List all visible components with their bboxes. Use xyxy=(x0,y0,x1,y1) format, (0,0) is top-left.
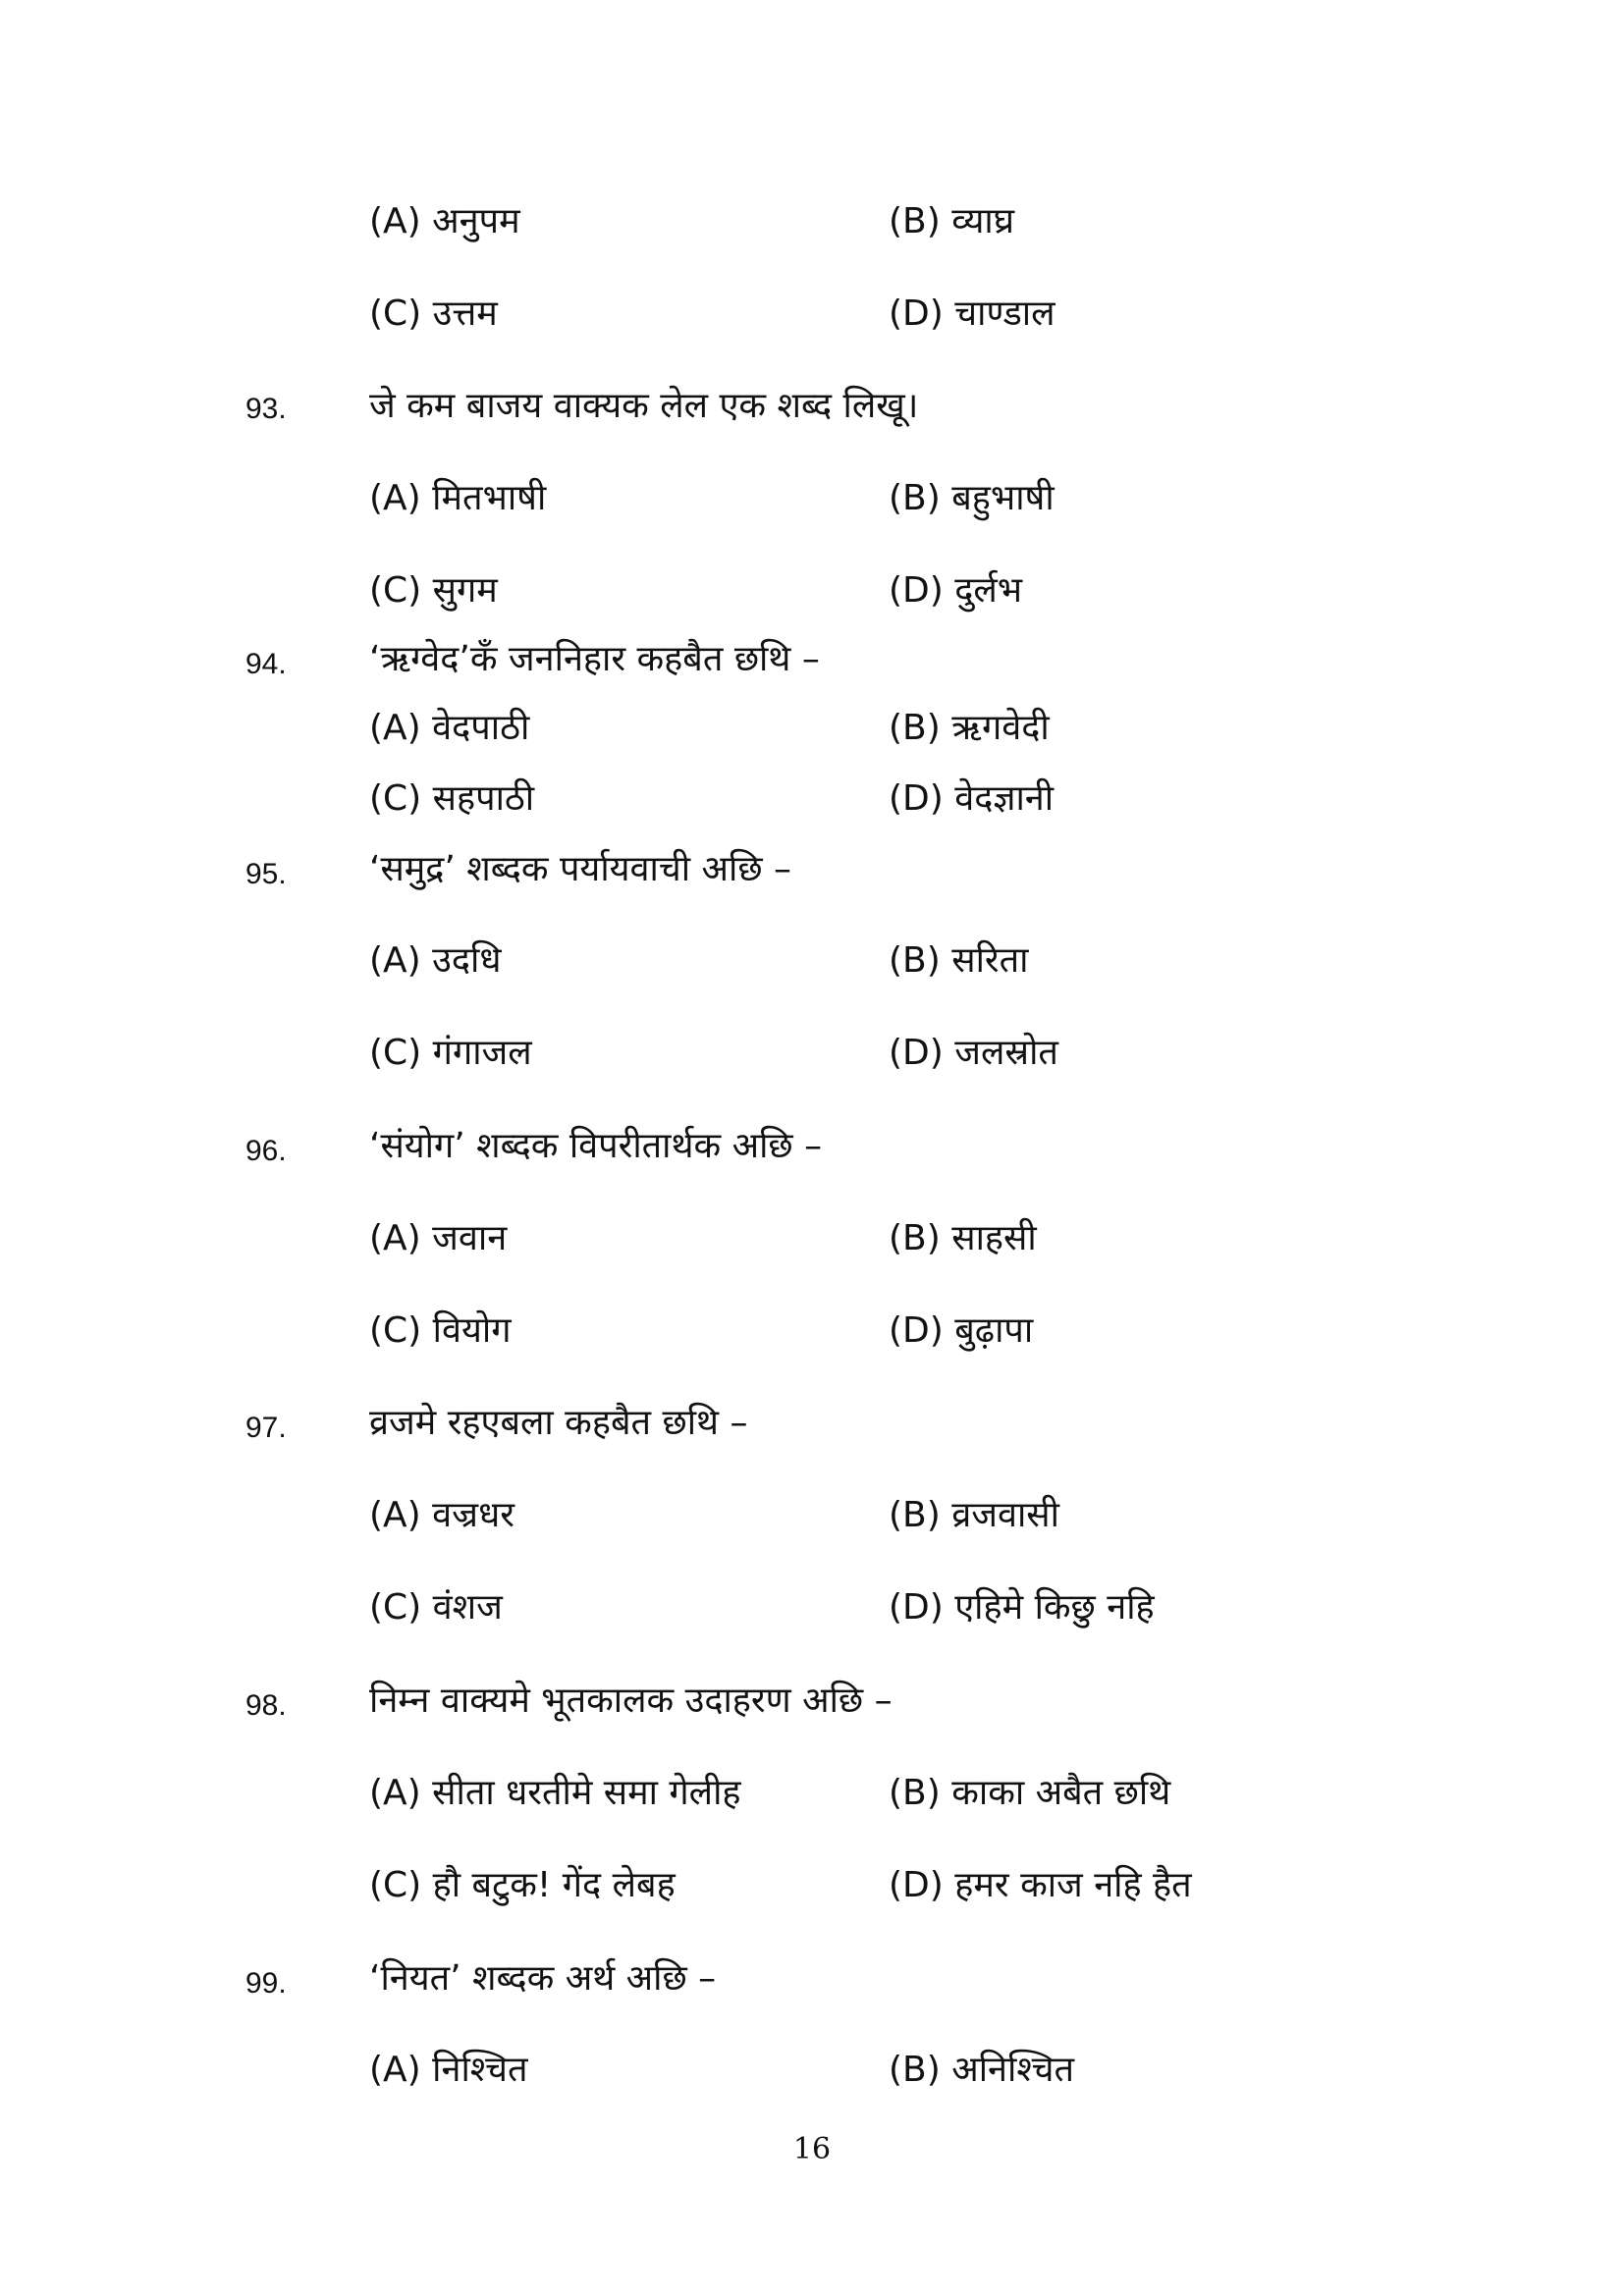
question-text: निम्न वाक्यमे भूतकालक उदाहरण अछि – xyxy=(369,1681,893,1721)
option-d: (D) जलस्रोत xyxy=(889,1033,1058,1073)
option-d: (D) हमर काज नहि हैत xyxy=(889,1865,1192,1905)
option-c: (C) वियोग xyxy=(369,1310,512,1351)
option-d: (D) वेदज्ञानी xyxy=(889,778,1055,819)
option-b: (B) सरिता xyxy=(889,940,1029,981)
option-b: (B) व्याघ्र xyxy=(889,201,1015,241)
option-b: (B) ऋगवेदी xyxy=(889,708,1050,748)
option-d: (D) चाण्डाल xyxy=(889,294,1056,334)
option-b: (B) अनिश्चित xyxy=(889,2050,1075,2090)
option-a: (A) सीता धरतीमे समा गेलीह xyxy=(369,1773,741,1813)
option-c: (C) सुगम xyxy=(369,570,498,611)
question-text: ‘समुद्र’ शब्दक पर्यायवाची अछि – xyxy=(369,849,791,889)
option-a: (A) अनुपम xyxy=(369,201,520,241)
option-b: (B) व्रजवासी xyxy=(889,1495,1059,1535)
question-number: 94. xyxy=(245,648,287,680)
question-number: 97. xyxy=(245,1412,287,1444)
option-b: (B) काका अबैत छथि xyxy=(889,1773,1171,1813)
question-text: ‘संयोग’ शब्दक विपरीतार्थक अछि – xyxy=(369,1126,823,1166)
question-text: ‘नियत’ शब्दक अर्थ अछि – xyxy=(369,1958,717,1999)
question-number: 93. xyxy=(245,393,287,425)
option-a: (A) जवान xyxy=(369,1218,508,1258)
option-b: (B) बहुभाषी xyxy=(889,478,1055,518)
question-text: व्रजमे रहएबला कहबैत छथि – xyxy=(369,1403,748,1443)
option-a: (A) उदधि xyxy=(369,940,502,981)
option-a: (A) मितभाषी xyxy=(369,478,547,518)
question-text: ‘ऋग्वेद’कँ जननिहार कहबैत छथि – xyxy=(369,639,820,679)
option-c: (C) हौ बटुक! गेंद लेबह xyxy=(369,1865,676,1905)
question-number: 95. xyxy=(245,858,287,890)
option-a: (A) निश्चित xyxy=(369,2050,528,2090)
question-number: 98. xyxy=(245,1689,287,1722)
option-d: (D) बुढ़ापा xyxy=(889,1310,1034,1351)
option-c: (C) वंशज xyxy=(369,1587,503,1628)
option-a: (A) वेदपाठी xyxy=(369,708,530,748)
page-number: 16 xyxy=(792,2132,832,2166)
option-c: (C) उत्तम xyxy=(369,294,498,334)
option-b: (B) साहसी xyxy=(889,1218,1037,1258)
option-c: (C) सहपाठी xyxy=(369,778,535,819)
option-d: (D) दुर्लभ xyxy=(889,570,1023,611)
option-c: (C) गंगाजल xyxy=(369,1033,532,1073)
option-d: (D) एहिमे किछु नहि xyxy=(889,1587,1155,1628)
question-number: 99. xyxy=(245,1967,287,2000)
option-a: (A) वज्रधर xyxy=(369,1495,514,1535)
question-text: जे कम बाजय वाक्यक लेल एक शब्द लिखू। xyxy=(369,386,919,426)
question-number: 96. xyxy=(245,1135,287,1167)
